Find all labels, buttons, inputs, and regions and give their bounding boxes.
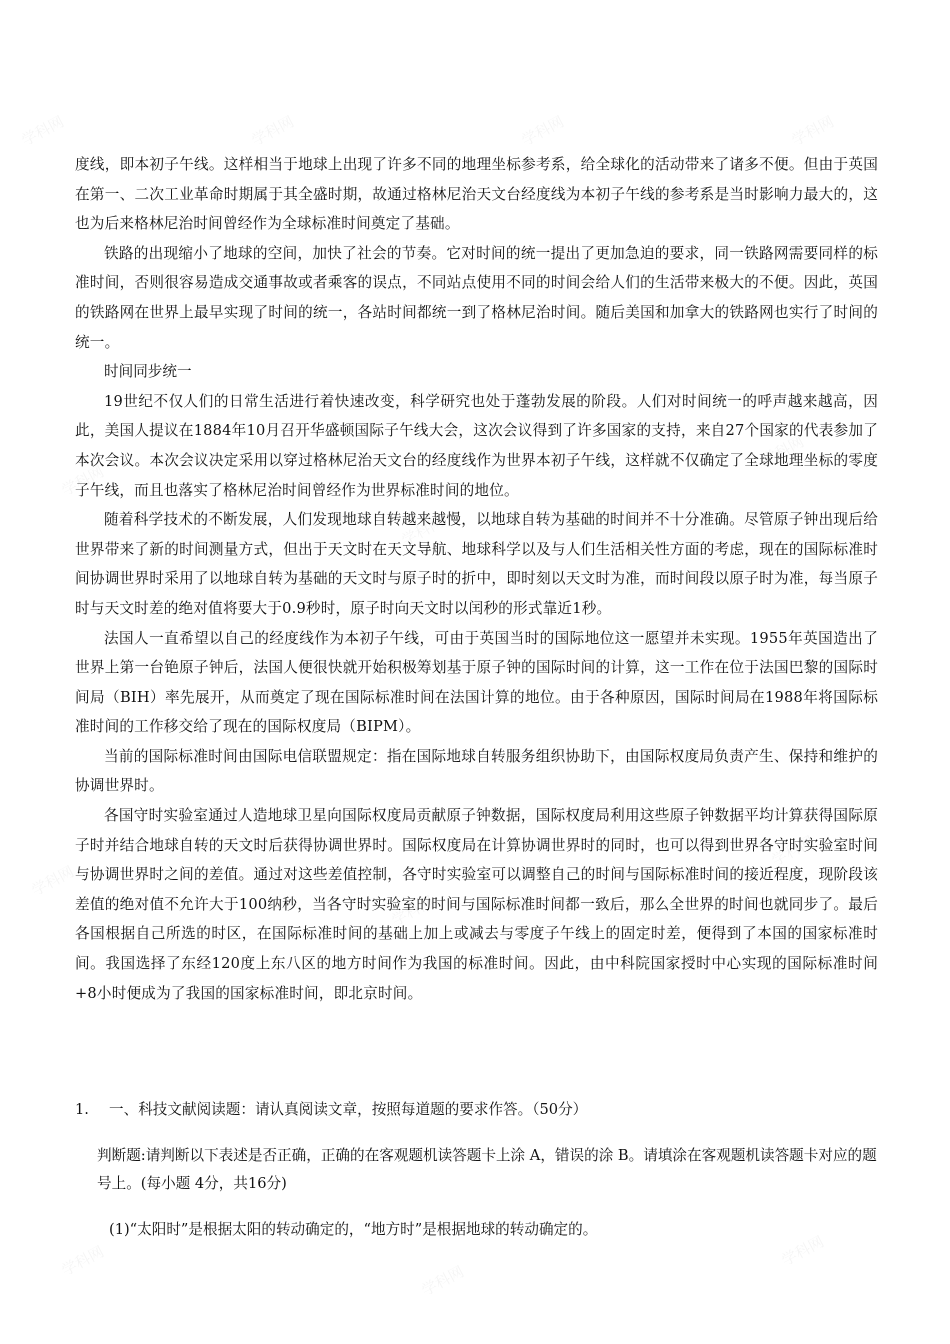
watermark [788,111,838,151]
watermark [518,111,568,151]
watermark [248,111,298,151]
article-paragraph: 法国人一直希望以自己的经度线作为本初子午线，可由于英国当时的国际地位这一愿望并未实现。1955年英国造出了世界上第一台铯原子钟后，法国人便很快就开始积极筹划基于原子钟的国际时间的计算，这一工作在位于法国巴黎的国际时间局（BIH）率先展开，从而奠定了现在国际标准时间在法国计算的地位。由于各种原因，国际时间局在1988年将国际标准时间的工作移交给了现在的国际权度局（BIPM）。 [75,629,878,736]
watermark [28,861,78,901]
watermark [58,1241,108,1281]
question-section [75,1096,878,1244]
article-paragraph: 度线，即本初子午线。这样相当于地球上出现了许多不同的地理坐标参考系，给全球化的活动带来了诸多不便。但由于英国在第一、二次工业革命时期属于其全盛时期，故通过格林尼治天文台经度线为本初子午线的参考系是当时影响力最大的，这也为后来格林尼治时间曾经作为全球标准时间奠定了基础。 [75,156,878,233]
article-paragraph: 当前的国际标准时间由国际电信联盟规定：指在国际地球自转服务组织协助下，由国际权度局负责产生、保持和维护的协调世界时。 [75,747,878,795]
article-paragraph: 随着科学技术的不断发展，人们发现地球自转越来越慢，以地球自转为基础的时间并不十分准确。尽管原子钟出现后给世界带来了新的时间测量方式，但出于天文时在天文导航、地球科学以及与人们生活相关性方面的考虑，现在的国际标准时间协调世界时采用了以地球自转为基础的天文时与原子时的折中，即时刻以天文时为准，而时间段以原子时为准，每当原子时与天文时差的绝对值将要大于0.9秒时，原子时向天文时以闰秒的形式靠近1秒。 [75,511,878,617]
article-body [75,150,878,1008]
question-title: 一、科技文献阅读题：请认真阅读文章，按照每道题的要求作答。（50分） [109,1101,588,1118]
question-instruction: 判断题:请判断以下表述是否正确，正确的在客观题机读答题卡上涂 A，错误的涂 B。请填涂在客观题机读答题卡对应的题号上。(每小题 4分，共16分) [97,1147,877,1192]
watermark [18,111,68,151]
section-heading: 时间同步统一 [104,363,192,381]
question-number: 1. [75,1101,89,1118]
article-paragraph: 铁路的出现缩小了地球的空间，加快了社会的节奏。它对时间的统一提出了更加急迫的要求，同一铁路网需要同样的标准时间，否则很容易造成交通事故或者乘客的误点，不同站点使用不同的时间会给人们的生活带来极大的不便。因此，英国的铁路网在世界上最早实现了时间的统一，各站时间都统一到了格林尼治时间。随后美国和加拿大的铁路网也实行了时间的统一。 [75,244,878,351]
article-paragraph: 19世纪不仅人们的日常生活进行着快速改变，科学研究也处于蓬勃发展的阶段。人们对时间统一的呼声越来越高，因此，美国人提议在1884年10月召开华盛顿国际子午线大会，这次会议得到了许多国家的支持，来自27个国家的代表参加了本次会议。本次会议决定采用以穿过格林尼治天文台的经度线作为世界本初子午线，这样就不仅确定了全球地理坐标的零度子午线，而且也落实了格林尼治时间曾经作为世界标准时间的地位。 [75,392,878,499]
question-item: (1)“太阳时”是根据太阳的转动确定的，“地方时”是根据地球的转动确定的。 [109,1221,598,1238]
article-paragraph: 各国守时实验室通过人造地球卫星向国际权度局贡献原子钟数据，国际权度局利用这些原子钟数据平均计算获得国际原子时并结合地球自转的天文时后获得协调世界时。国际权度局在计算协调世界时的同时，也可以得到世界各守时实验室时间与协调世界时之间的差值。通过对这些差值控制，各守时实验室可以调整自己的时间与国际标准时间的接近程度，现阶段该差值的绝对值不允许大于100纳秒，当各守时实验室的时间与国际标准时间都一致后，那么全世界的时间也就同步了。最后各国根据自己所选的时区，在国际标准时间的基础上加上或减去与零度子午线上的固定时差，便得到了本国的国家标准时间。我国选择了东经120度上东八区的地方时间作为我国的标准时间。因此，由中科院国家授时中心实现的国际标准时间+8小时便成为了我国的国家标准时间，即北京时间。 [75,807,878,1002]
watermark [418,1261,468,1301]
question-header [75,1096,878,1124]
